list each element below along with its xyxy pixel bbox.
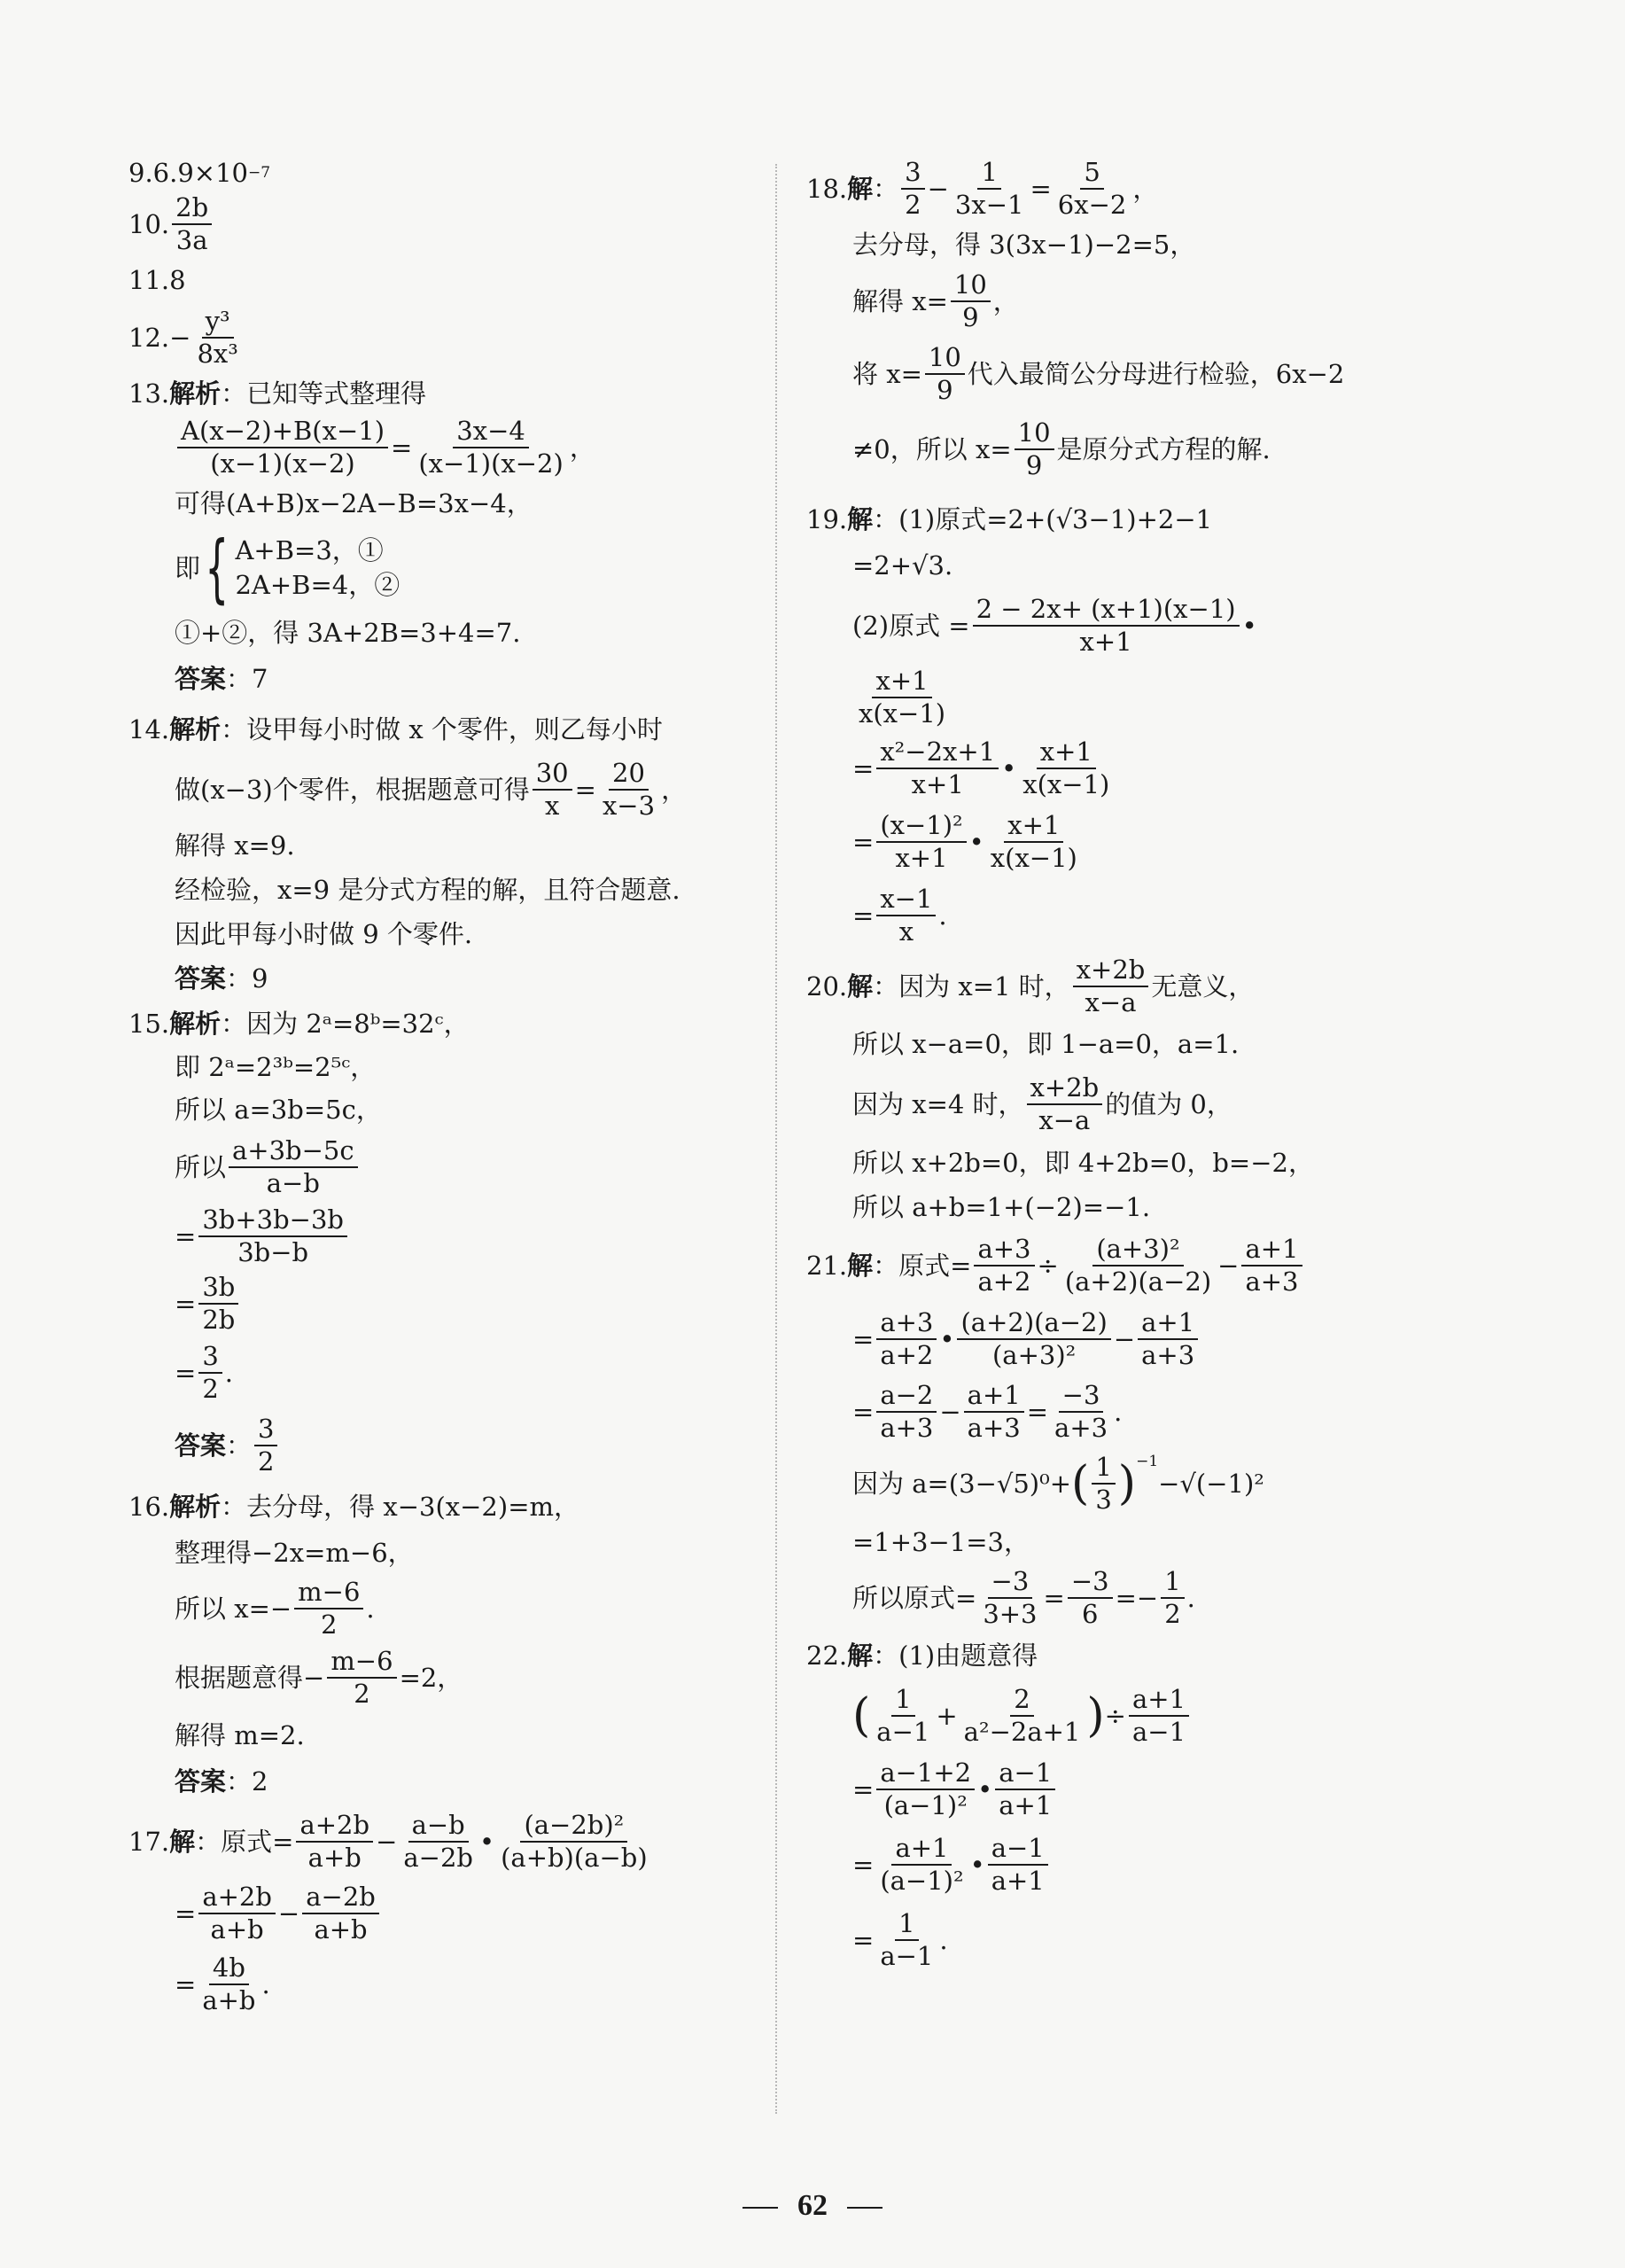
item-19-line: = $\frac{\text{x²−2x+1}}{x+1}$ • $\frac{x+1}{x(x-1)}$ [852,736,1110,799]
item-21-line: 因为 a=(3−√5)⁰+ ( $\frac{1}{3}$ ) $^{-1}$ −√(−1)² [852,1451,1264,1515]
item-15-line: 所以 $\frac{a+3b-5c}{a-b}$ [128,1132,766,1203]
item-22: 22. 解 ：(1)由题意得 [806,1640,1038,1671]
item-14-equation: 做(x−3)个零件，根据题意可得 $\frac{30}{x}$ = $\frac{20}{x-3}$ ， [175,757,688,821]
item-20: 20. 解 ：因为 x=1 时， $\frac{x+2b}{x-a}$ 无意义， [806,954,1255,1017]
item-17-line: = $\frac{a+2b}{a+b}$ − $\frac{a-2b}{a+b}$ [128,1878,766,1949]
item-16-line: 整理得−2x=m−6， [175,1537,414,1568]
item-15-line: = $\frac{3b}{2b}$ [128,1270,766,1337]
item-20-line: 因为 x=4 时， $\frac{x+2b}{x-a}$ 的值为 0， [852,1072,1232,1135]
item-19-line: (2)原式 = $\frac{2 - 2x+ (x+1)(x-1)}{x+1}$ • [852,593,1257,657]
item-16: 16. 解析 ：去分母，得 x−3(x−2)=m， [128,1491,579,1522]
item-13-answer: 答案 ：7 [175,663,268,694]
item-18-line: 将 x= $\frac{10}{9}$ 代入最简公分母进行检验，6x−2 [852,341,1345,405]
item-18: 18. 解 ： $\frac{3}{2}$ − $\frac{1}{3x-1}$ = $\frac{5}{6x-2}$ ， [806,156,1159,220]
fraction: $\frac{2b}{3a}$ [172,192,212,257]
item-22-line: = $\frac{a+1}{\text{(a−1)²}}$ • $\frac{a-1}{a+1}$ [806,1827,1480,1903]
item-20-line: 所以 x−a=0，即 1−a=0，a=1. [852,1028,1240,1059]
item-19-line: = $\frac{x-1}{x}$ . [852,883,947,947]
item-13: 13. 解析 ：已知等式整理得 [128,378,427,409]
column-divider [775,164,777,2114]
item-15-line: = $\frac{3}{2}$ . [175,1340,233,1404]
item-10: 10. $\frac{2b}{3a}$ [128,191,766,258]
item-14-answer: 答案 ：9 [175,963,268,994]
item-21-line: = $\frac{a-2}{a+3}$ − $\frac{a+1}{a+3}$ = $\frac{-3}{a+3}$ . [852,1379,1123,1443]
item-15-line: = $\frac{3b+3b-3b}{3b-b}$ [128,1203,766,1270]
item-17-line: = $\frac{4b}{a+b}$ . [175,1952,270,2015]
item-21-line: = $\frac{a+3}{a+2}$ • $\frac{(a+2)(a-2)}{\text{(a+3)²}}$ − $\frac{a+1}{a+3}$ [806,1302,1480,1376]
item-16-line: 所以 x=− $\frac{m-6}{2}$ . [175,1576,375,1640]
item-15: 15. 解析 ：因为 2ᵃ=8ᵇ=32ᶜ， [128,1008,470,1039]
item-18-line: 去分母，得 3(3x−1)−2=5， [852,229,1196,260]
item-19: 19. 解 ：(1)原式=2+(√3−1)+2−1 [806,503,1213,534]
item-18-line: 解得 x= $\frac{10}{9}$ ， [852,269,1019,332]
item-16-line: 解得 m=2. [175,1719,305,1750]
left-column [128,155,766,2020]
item-19-line: =2+√3. [852,549,953,581]
item-15-line: 所以 a=3b=5c， [175,1094,382,1125]
right-column [806,155,1480,1977]
item-14-line: 经检验，x=9 是分式方程的解，且符合题意. [175,874,680,905]
item-20-line: 所以 x+2b=0，即 4+2b=0，b=−2， [852,1147,1314,1178]
page-number: 62 [0,2189,1625,2223]
item-14-line: 解得 x=9. [175,830,295,861]
item-14: 14. 解析 ：设甲每小时做 x 个零件，则乙每小时 [128,713,663,744]
item-22-line: = $\frac{1}{a-1}$ . [852,1907,948,1971]
item-20-line: 所以 a+b=1+(−2)=−1. [852,1191,1151,1222]
item-15-answer: 答案 ： $\frac{3}{2}$ [128,1408,766,1483]
item-9: 9. 6.9×10 −7 [128,157,271,188]
item-11: 11. 8 [128,264,186,295]
item-13-line: 可得(A+B)x−2A−B=3x−4， [175,487,533,518]
item-13-equation: $\frac{A(x-2)+B(x-1)}{(x-1)(x-2)}$ = $\frac{3x-4}{(x-1)(x-2)}$ ， [128,414,766,481]
item-18-line: ≠0，所以 x= $\frac{10}{9}$ 是原分式方程的解. [852,417,1271,480]
item-12: 12. − $\frac{\text{y³}}{\text{8x³}}$ [128,302,766,373]
item-19-line: $\frac{x+1}{x(x-1)}$ [859,665,946,729]
fraction: $\frac{\text{y³}}{\text{8x³}}$ [197,305,238,369]
item-21-line: 所以原式= $\frac{-3}{3+3}$ = $\frac{-3}{6}$ =− $\frac{1}{2}$ . [852,1565,1195,1629]
item-22-line: ( $\frac{1}{a-1}$ + $\frac{2}{\text{a²−2a+1}}$ ) ÷ $\frac{a+1}{a-1}$ [806,1680,1480,1752]
item-15-line: 即 2ᵃ=2³ᵇ=2⁵ᶜ， [175,1051,377,1082]
item-21: 21. 解 ：原式= $\frac{a+3}{a+2}$ ÷ $\frac{\text{(a+3)²}}{(a+2)(a-2)}$ − $\frac{a+1}{a+3}$ [806,1229,1480,1302]
item-16-line: 根据题意得− $\frac{m-6}{2}$ =2， [175,1645,463,1709]
item-17: 17. 解 ：原式= $\frac{a+2b}{a+b}$ − $\frac{a-b}{a-2b}$ • $\frac{\text{(a−2b)²}}{(a+b)(a-b)}$ [128,1809,648,1873]
item-14-line: 因此甲每小时做 9 个零件. [175,918,473,949]
item-22-line: = $\frac{a-1+2}{\text{(a−1)²}}$ • $\frac{a-1}{a+1}$ [806,1752,1480,1827]
item-21-line: =1+3−1=3， [852,1526,1030,1557]
item-13-line: ①+②，得 3A+2B=3+4=7. [175,617,521,648]
item-16-answer: 答案 ：2 [175,1765,268,1796]
item-19-line: = $\frac{\text{(x−1)²}}{x+1}$ • $\frac{x+1}{x(x-1)}$ [852,809,1077,873]
item-13-system: 即 { A+B=3，① 2A+B=4，② [175,525,400,612]
